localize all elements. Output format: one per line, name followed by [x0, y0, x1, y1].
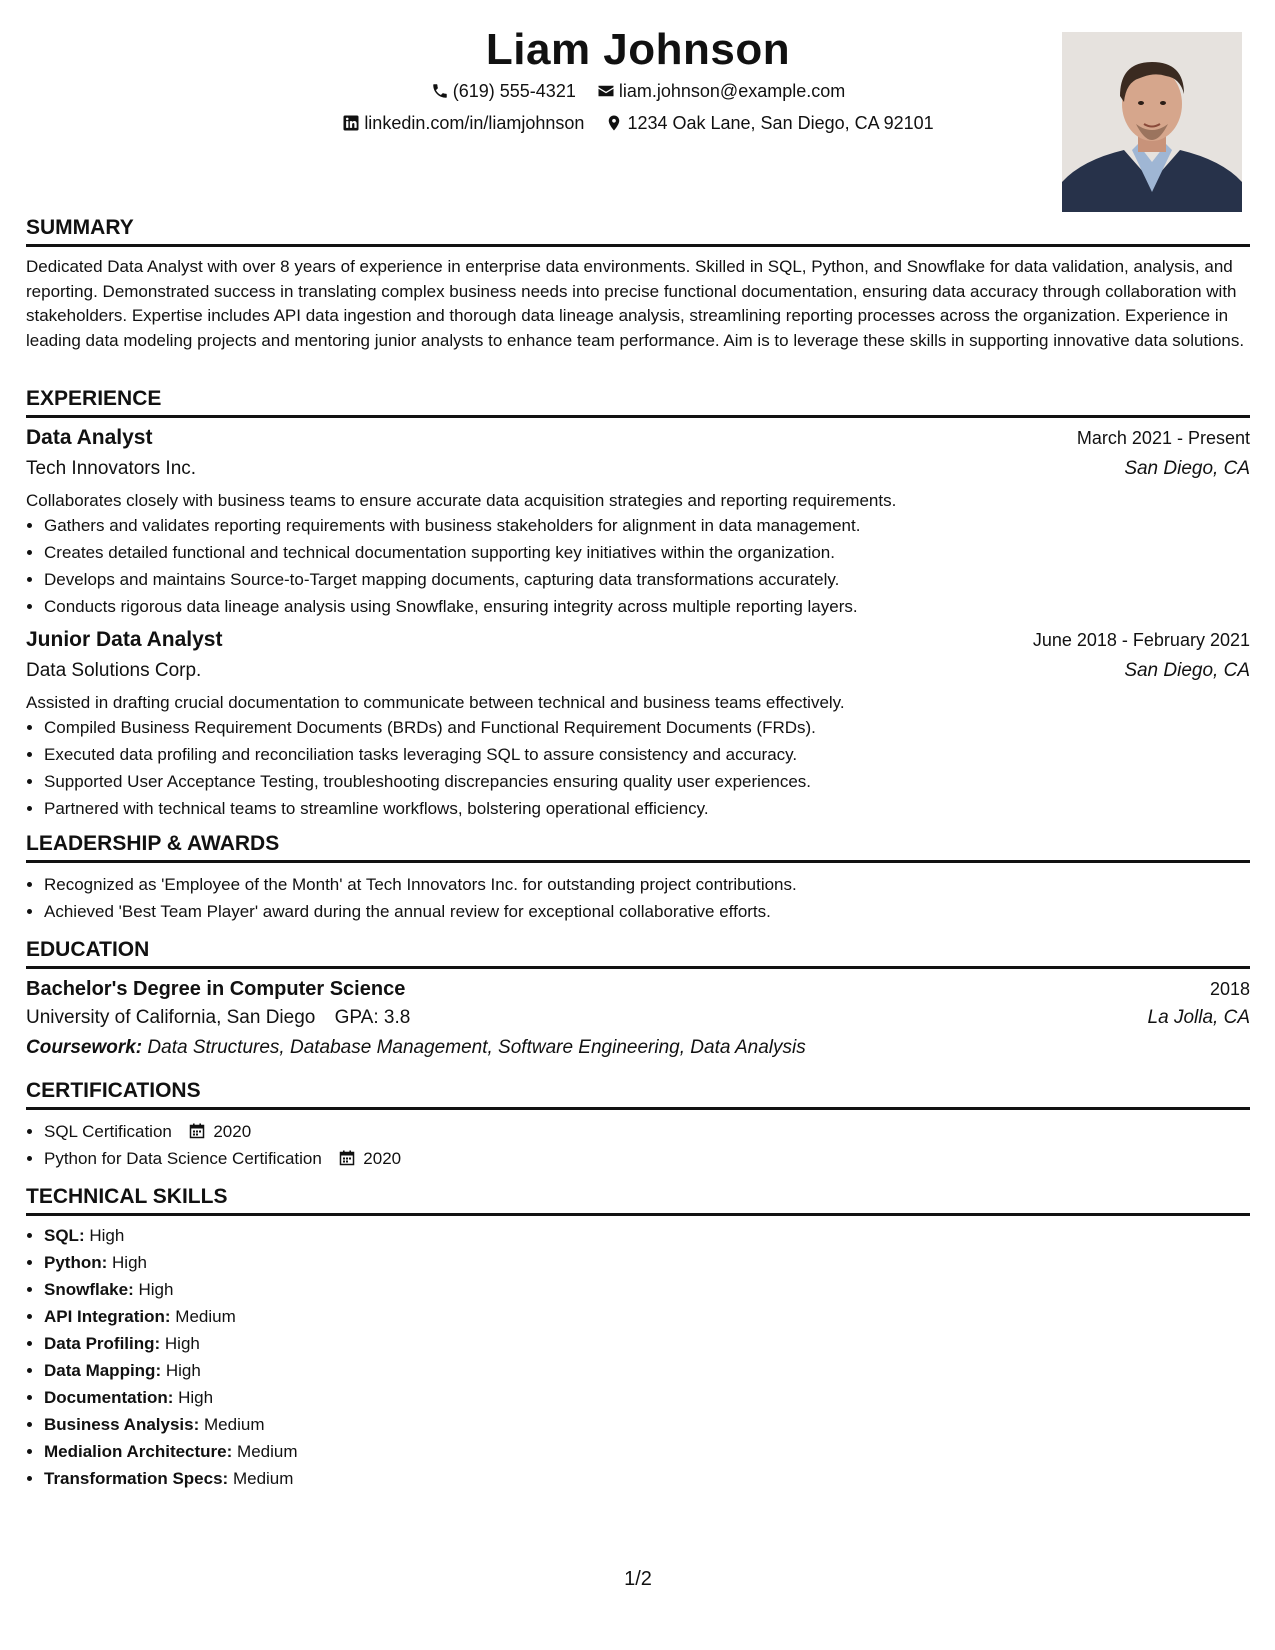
- address-text: 1234 Oak Lane, San Diego, CA 92101: [627, 113, 934, 133]
- job-summary: Collaborates closely with business teams to ensure accurate data acquisition strategies and reporting requirements.: [26, 491, 897, 510]
- certification-year: 2020: [363, 1149, 402, 1168]
- job-title: Junior Data Analyst: [26, 628, 223, 651]
- job-dates: March 2021 - Present: [1076, 428, 1250, 448]
- skill-level: High: [165, 1361, 201, 1380]
- skill-level: High: [164, 1334, 200, 1353]
- contact-address: [605, 110, 933, 136]
- skill-item: [44, 1357, 1244, 1384]
- calendar-icon: [189, 1123, 205, 1139]
- certifications-list: [26, 1118, 1244, 1172]
- award-item: • Recognized as 'Employee of the Month' at Tech Innovators Inc. for outstanding project contributions.: [44, 871, 1244, 898]
- certification-name: SQL Certification: [44, 1122, 172, 1141]
- skill-level: High: [138, 1280, 174, 1299]
- profile-photo: [1062, 32, 1242, 212]
- map-pin-icon: [605, 114, 623, 132]
- education-gpa: GPA: 3.8: [334, 1007, 411, 1028]
- coursework-label: Coursework:: [26, 1037, 143, 1058]
- skill-name: Medialion Architecture:: [44, 1442, 233, 1461]
- job-bullet: • Supported User Acceptance Testing, troubleshooting discrepancies ensuring quality user experiences.: [44, 768, 1244, 795]
- section-title-experience: EXPERIENCE: [26, 385, 1250, 418]
- award-item: • Achieved 'Best Team Player' award during the annual review for exceptional collaborative efforts.: [44, 898, 1244, 925]
- job-location: San Diego, CA: [1124, 660, 1250, 681]
- certification-year: 2020: [213, 1122, 252, 1141]
- skill-name: Documentation:: [44, 1388, 174, 1407]
- skill-name: Data Profiling:: [44, 1334, 161, 1353]
- job-bullets: [26, 714, 1244, 822]
- education-school: University of California, San Diego: [26, 1007, 316, 1028]
- education-year: 2018: [1209, 979, 1250, 999]
- linkedin-text: linkedin.com/in/liamjohnson: [364, 113, 585, 133]
- section-title-leadership: LEADERSHIP & AWARDS: [26, 830, 1250, 863]
- phone-icon: [431, 82, 449, 100]
- skill-level: Medium: [232, 1469, 294, 1488]
- job-bullet: • Compiled Business Requirement Documents (BRDs) and Functional Requirement Documents (FRDs).: [44, 714, 1244, 741]
- job-bullet: • Gathers and validates reporting requirements with business stakeholders for alignment in data management.: [44, 512, 1244, 539]
- section-title-certifications: CERTIFICATIONS: [26, 1077, 1250, 1110]
- job-bullet: • Creates detailed functional and technical documentation supporting key initiatives within the organization.: [44, 539, 1244, 566]
- job-bullet: • Partnered with technical teams to streamline workflows, bolstering operational efficiency.: [44, 795, 1244, 822]
- skill-name: Python:: [44, 1253, 108, 1272]
- skill-item: [44, 1222, 1244, 1249]
- skill-name: Business Analysis:: [44, 1415, 200, 1434]
- skill-level: High: [178, 1388, 214, 1407]
- summary-text: Dedicated Data Analyst with over 8 years of experience in enterprise data environments. Skilled in SQL, Python, and Snowflake for data validation, analysis, and reporting. Demonstrated success in translating complex business needs into precise functional documentation, ensuring data accuracy through collaboration with stakeholders. Expertise includes API data ingestion and thorough data lineage analysis, streamlining reporting processes across the organization. Experience in leading data modeling projects and mentoring junior analysts to enhance team performance. Aim is to leverage these skills in supporting innovative data solutions.: [26, 257, 1245, 350]
- email-text: liam.johnson@example.com: [618, 81, 846, 101]
- skill-name: SQL:: [44, 1226, 85, 1245]
- job-company: Data Solutions Corp.: [26, 660, 202, 681]
- certification-name: Python for Data Science Certification: [44, 1149, 322, 1168]
- coursework-list: Data Structures, Database Management, Software Engineering, Data Analysis: [147, 1037, 806, 1058]
- job-location: San Diego, CA: [1124, 458, 1250, 479]
- linkedin-icon: [342, 114, 360, 132]
- skill-name: Transformation Specs:: [44, 1469, 229, 1488]
- job-title: Data Analyst: [26, 426, 153, 449]
- skill-item: [44, 1303, 1244, 1330]
- resume-page: [26, 0, 1250, 1650]
- awards-list: [26, 871, 1244, 925]
- education-degree: Bachelor's Degree in Computer Science: [26, 978, 406, 1000]
- page-number: 1/2: [624, 1568, 652, 1590]
- section-title-summary: SUMMARY: [26, 214, 1250, 247]
- skill-item: [44, 1465, 1244, 1492]
- job-dates: June 2018 - February 2021: [1032, 630, 1250, 650]
- skill-item: [44, 1330, 1244, 1357]
- contact-phone[interactable]: [431, 78, 576, 104]
- phone-text: (619) 555-4321: [452, 81, 576, 101]
- certification-item: [44, 1145, 1244, 1172]
- skills-list: [26, 1222, 1244, 1492]
- calendar-icon: [339, 1150, 355, 1166]
- skill-level: Medium: [204, 1415, 265, 1434]
- job-bullets: [26, 512, 1244, 620]
- contact-linkedin[interactable]: [342, 110, 584, 136]
- job-bullet: • Conducts rigorous data lineage analysis using Snowflake, ensuring integrity across multiple reporting layers.: [44, 593, 1244, 620]
- skill-item: [44, 1249, 1244, 1276]
- contact-email[interactable]: [597, 78, 845, 104]
- job-summary: Assisted in drafting crucial documentation to communicate between technical and business teams effectively.: [26, 693, 845, 712]
- job-bullet: • Develops and maintains Source-to-Target mapping documents, capturing data transformations accurately.: [44, 566, 1244, 593]
- education-location: La Jolla, CA: [1147, 1007, 1250, 1028]
- certification-item: [44, 1118, 1244, 1145]
- skill-item: [44, 1384, 1244, 1411]
- skill-level: Medium: [175, 1307, 236, 1326]
- skill-item: [44, 1276, 1244, 1303]
- skill-item: [44, 1411, 1244, 1438]
- education-coursework: [26, 1034, 806, 1062]
- skill-name: Snowflake:: [44, 1280, 134, 1299]
- skill-name: API Integration:: [44, 1307, 171, 1326]
- job-company: Tech Innovators Inc.: [26, 458, 197, 479]
- resume-header: [26, 22, 1250, 222]
- skill-level: Medium: [237, 1442, 298, 1461]
- skill-level: High: [89, 1226, 125, 1245]
- education-school-line: [26, 1004, 410, 1032]
- section-title-education: EDUCATION: [26, 936, 1250, 969]
- skill-level: High: [112, 1253, 147, 1272]
- skill-item: [44, 1438, 1244, 1465]
- section-title-skills: TECHNICAL SKILLS: [26, 1183, 1250, 1216]
- candidate-name: Liam Johnson: [485, 25, 791, 74]
- skill-name: Data Mapping:: [44, 1361, 162, 1380]
- job-bullet: • Executed data profiling and reconciliation tasks leveraging SQL to assure consistency and accuracy.: [44, 741, 1244, 768]
- envelope-icon: [597, 82, 615, 100]
